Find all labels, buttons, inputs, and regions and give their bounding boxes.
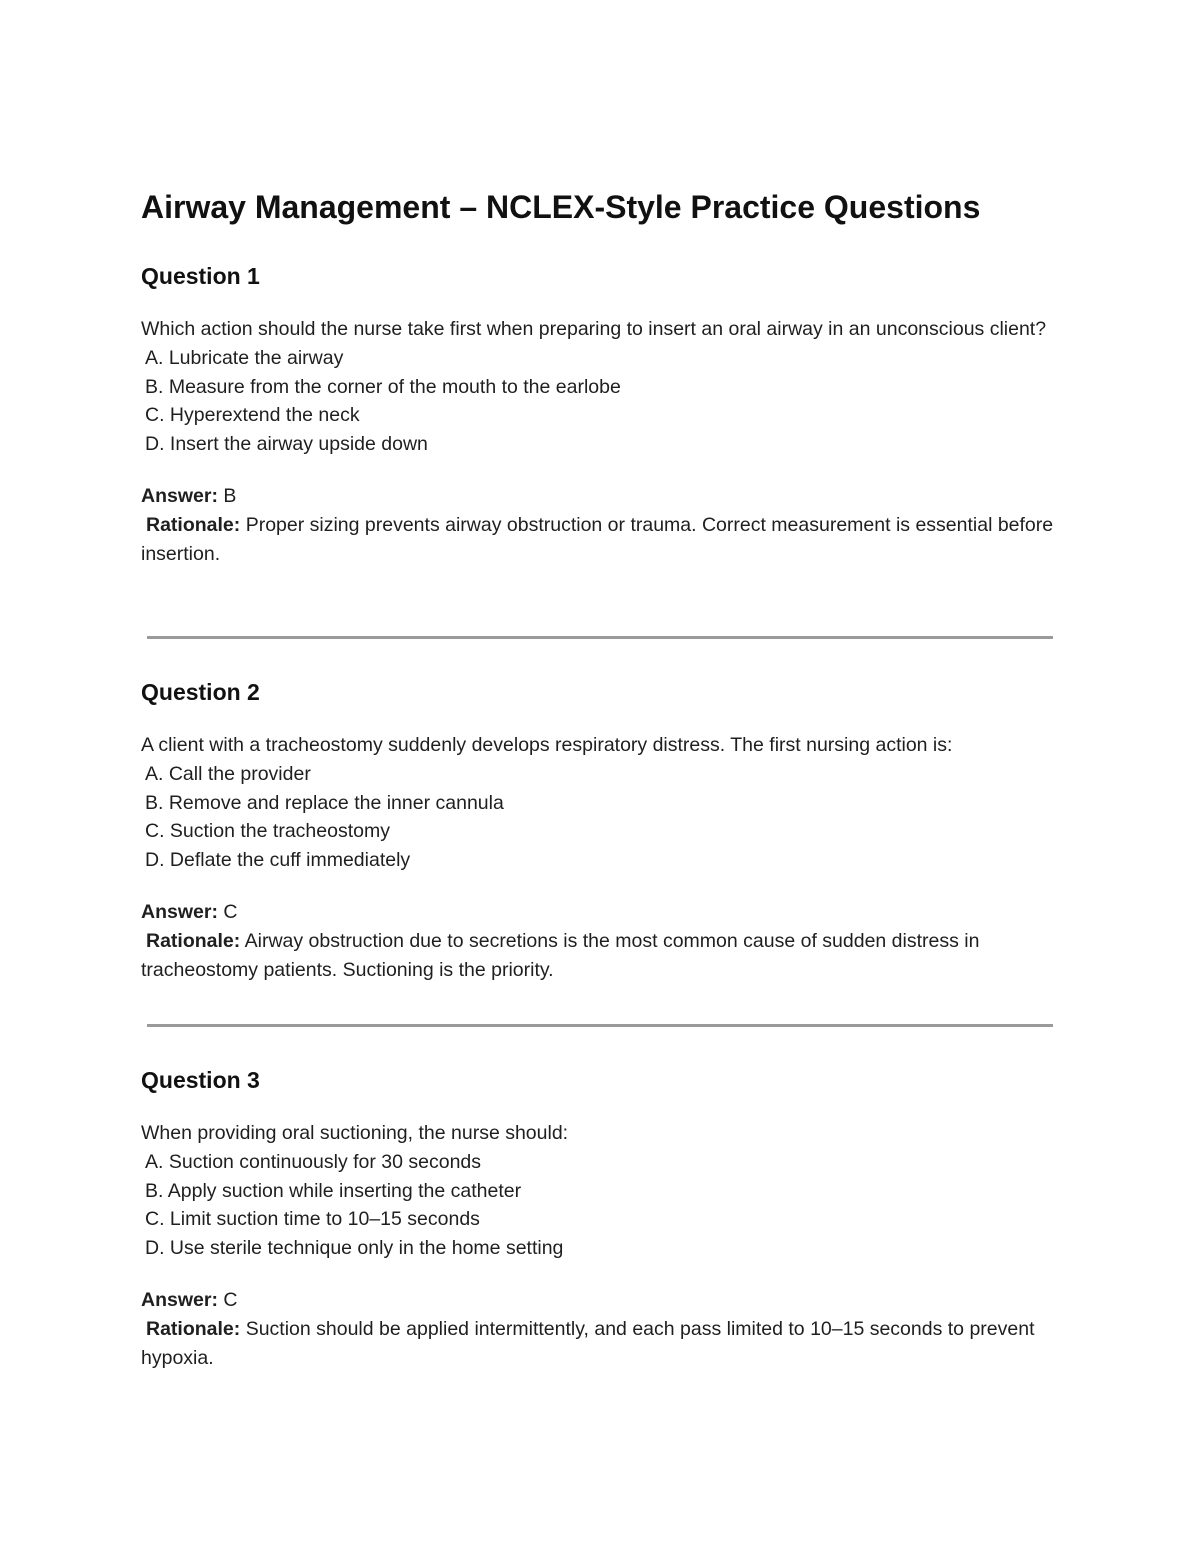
rationale-label: Rationale:	[146, 513, 241, 536]
option-a: A. Lubricate the airway	[145, 346, 344, 369]
rationale-label: Rationale:	[146, 929, 241, 952]
rationale-text: Suction should be applied intermittently, and each pass limited to 10–15 seconds to prevent hypoxia.	[141, 1317, 1035, 1369]
document-page	[141, 185, 1061, 1369]
option-b: B. Measure from the corner of the mouth to the earlobe	[145, 375, 621, 398]
option-a: A. Call the provider	[145, 762, 311, 785]
question-2	[141, 676, 1061, 984]
question-heading: Question 1	[141, 263, 260, 289]
question-3	[141, 1064, 1061, 1372]
question-heading: Question 2	[141, 679, 260, 705]
rationale-line	[141, 511, 1061, 569]
option-b: B. Apply suction while inserting the catheter	[145, 1179, 522, 1202]
answer-line	[141, 898, 1061, 927]
answer-value: B	[223, 484, 237, 507]
rationale-line	[141, 1315, 1061, 1373]
option-b: B. Remove and replace the inner cannula	[145, 791, 504, 814]
document-title: Airway Management – NCLEX-Style Practice Questions	[141, 189, 981, 225]
rationale-label: Rationale:	[146, 1317, 241, 1340]
option-c: C. Suction the tracheostomy	[145, 820, 390, 843]
answer-label: Answer:	[141, 1288, 218, 1311]
rationale-text: Proper sizing prevents airway obstruction or trauma. Correct measurement is essential before insertion.	[141, 513, 1054, 565]
answer-line	[141, 1286, 1061, 1315]
answer-label: Answer:	[141, 484, 218, 507]
question-stem: Which action should the nurse take first when preparing to insert an oral airway in an unconscious client?	[141, 318, 1047, 340]
answer-label: Answer:	[141, 900, 218, 923]
answer-value: C	[223, 900, 238, 923]
option-d: D. Insert the airway upside down	[145, 433, 428, 456]
option-d: D. Deflate the cuff immediately	[145, 849, 411, 872]
answer-line	[141, 482, 1061, 511]
option-c: C. Limit suction time to 10–15 seconds	[145, 1208, 480, 1231]
question-1	[141, 260, 1061, 568]
option-c: C. Hyperextend the neck	[145, 404, 360, 427]
rationale-line	[141, 927, 1061, 985]
section-divider	[147, 1024, 1053, 1027]
option-d: D. Use sterile technique only in the home setting	[145, 1237, 564, 1260]
section-divider	[147, 636, 1053, 639]
answer-value: C	[223, 1288, 238, 1311]
rationale-text: Airway obstruction due to secretions is the most common cause of sudden distress in tracheostomy patients. Suctioning is the priority.	[141, 929, 980, 981]
question-stem: A client with a tracheostomy suddenly develops respiratory distress. The first nursing action is:	[141, 734, 953, 756]
question-heading: Question 3	[141, 1067, 260, 1093]
option-a: A. Suction continuously for 30 seconds	[145, 1150, 482, 1173]
question-stem: When providing oral suctioning, the nurse should:	[141, 1122, 569, 1144]
